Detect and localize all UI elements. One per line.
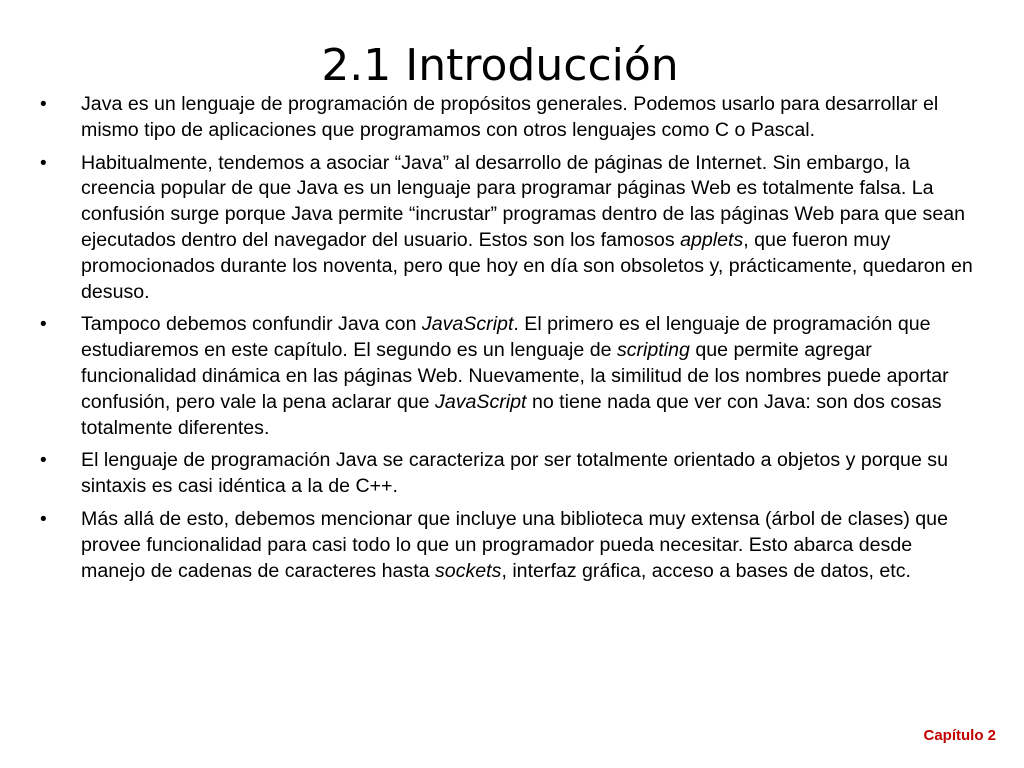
bullet-list bbox=[40, 92, 980, 591]
bullet-item bbox=[40, 92, 980, 144]
slide-title: 2.1 Introducción bbox=[321, 40, 679, 91]
chapter-footer-label: Capítulo 2 bbox=[923, 727, 996, 744]
text-segment: . El primero es el lenguaje de programación que estudiaremos en este capítulo. El segundo es un lenguaje de bbox=[81, 313, 931, 362]
text-segment: que permite agregar funcionalidad dinámica en las páginas Web. Nuevamente, la similitud de los nombres puede aportar confusión, pero vale la pena aclarar que bbox=[81, 339, 949, 413]
text-segment: Habitualmente, tendemos a asociar “Java” al desarrollo de páginas de Internet. Sin embargo, la creencia popular de que Java es un lenguaje para programar páginas Web es totalmente falsa. La confusión surge porque Java permite “incrustar” programas dentro de las páginas Web para que sean ejecutados dentro del navegador del usuario. Estos son los famosos bbox=[81, 151, 966, 251]
text-segment-italic: JavaScript bbox=[435, 390, 527, 413]
bullet-text bbox=[81, 93, 938, 141]
bullet-text bbox=[81, 449, 948, 497]
text-segment-italic: JavaScript bbox=[421, 313, 514, 336]
text-segment-italic: applets bbox=[680, 228, 744, 251]
bullet-item bbox=[40, 151, 980, 306]
bullet-item bbox=[40, 312, 980, 441]
bullet-item bbox=[40, 448, 980, 500]
bullet-text bbox=[81, 152, 973, 303]
bullet-dot-icon: • bbox=[40, 152, 47, 174]
text-segment: El lenguaje de programación Java se caracteriza por ser totalmente orientado a objetos y porque su sintaxis es casi idéntica a la de C++. bbox=[81, 449, 948, 498]
bullet-dot-icon: • bbox=[40, 450, 47, 472]
bullet-text bbox=[81, 508, 948, 582]
text-segment: Java es un lenguaje de programación de propósitos generales. Podemos usarlo para desarrollar el mismo tipo de aplicaciones que programamos con otros lenguajes como C o Pascal. bbox=[81, 93, 939, 141]
text-segment: , que fueron muy promocionados durante los noventa, pero que hoy en día son obsoletos y, prácticamente, quedaron en desuso. bbox=[81, 228, 973, 303]
text-segment: Más allá de esto, debemos mencionar que incluye una biblioteca muy extensa (árbol de clases) que provee funcionalidad para casi todo lo que un programador pueda necesitar. Esto abarca desde manejo de cadenas de caracteres hasta bbox=[81, 507, 948, 582]
text-segment-italic: scripting bbox=[616, 339, 690, 362]
bullet-text bbox=[81, 313, 949, 438]
bullet-dot-icon: • bbox=[40, 94, 47, 115]
bullet-dot-icon: • bbox=[40, 314, 47, 336]
text-segment: Tampoco debemos confundir Java con bbox=[81, 313, 422, 336]
text-segment-italic: sockets bbox=[435, 559, 502, 582]
text-segment: no tiene nada que ver con Java: son dos cosas totalmente diferentes. bbox=[81, 390, 942, 439]
bullet-item bbox=[40, 507, 980, 584]
bullet-dot-icon: • bbox=[40, 508, 47, 530]
text-segment: , interfaz gráfica, acceso a bases de datos, etc. bbox=[501, 559, 911, 582]
